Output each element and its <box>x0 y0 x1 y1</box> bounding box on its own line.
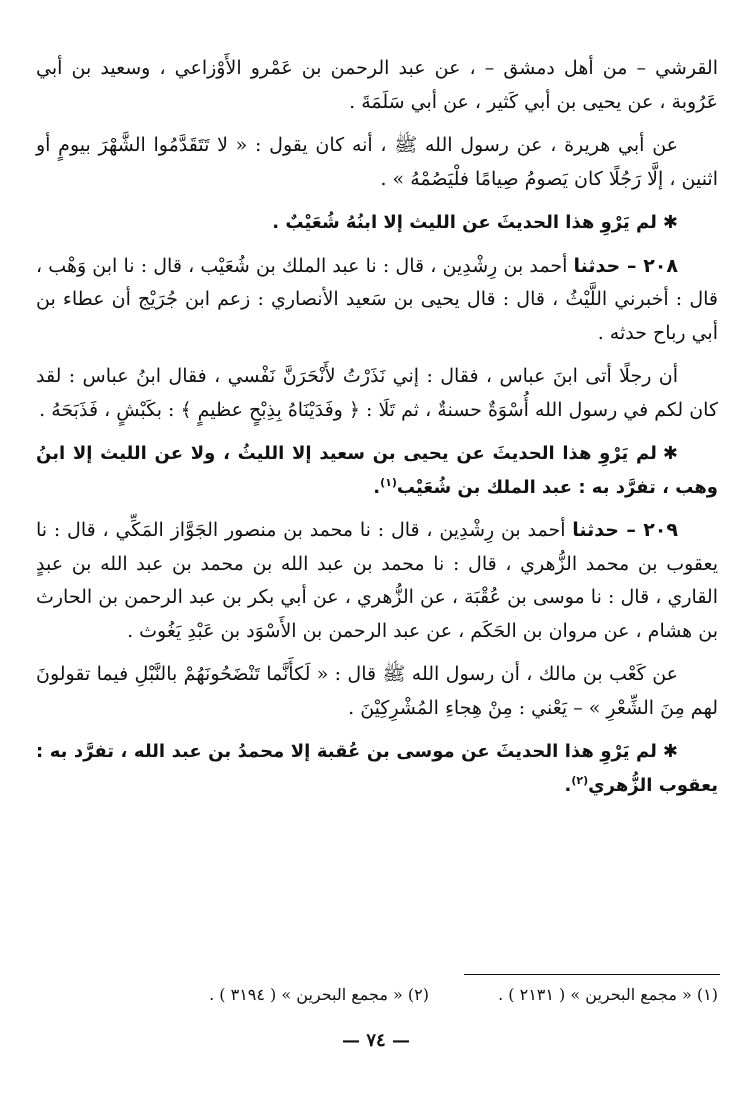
star-icon: ✱ <box>662 212 678 233</box>
note-paragraph: ✱لم يَرْوِ هذا الحديثَ عن موسى بن عُقبة إلا محمدُ بن عبد الله ، تفرَّد به : يعقوب الزُّهري$^{(٢)}$. <box>36 741 718 796</box>
paragraph <box>36 360 718 427</box>
note-text: لم يَرْوِ هذا الحديثَ عن يحيى بن سعيد إلا الليثُ ، ولا عن الليث إلا ابنُ وهب ، تفرَّد به : عبد الملك بن شُعَيْب <box>36 443 718 498</box>
hadith-entry <box>36 514 718 648</box>
note-paragraph <box>36 206 718 240</box>
footnote-2: (٢) « مجمع البحرين » ( ٣١٩٤ ) . <box>209 985 429 1004</box>
star-icon: ✱ <box>662 741 678 762</box>
footnote-ref: (١) <box>380 475 397 489</box>
note-paragraph: ✱لم يَرْوِ هذا الحديثَ عن يحيى بن سعيد إلا الليثُ ، ولا عن الليث إلا ابنُ وهب ، تفرَّد به : عبد الملك بن شُعَيْب$^{(١)}$. <box>36 443 718 498</box>
hadith-number: ٢٠٩ – حدثنا <box>572 519 678 541</box>
hadith-number: ٢٠٨ – حدثنا <box>573 254 678 277</box>
footnotes <box>36 982 718 1008</box>
paragraph-text: أن رجلًا أتى ابنَ عباس ، فقال : إني نَذَرْتُ لأَنْحَرَنَّ نَفْسي ، فقال ابنُ عباس : لقد كان لكم في رسول الله أُسْوَةٌ حسنةٌ ، ثم تَلَا : ﴿ وفَدَيْنَاهُ بِذِبْحٍ عظيمٍ ﴾ : بكَبْشٍ ، فَذَبَحَهُ . <box>36 365 718 421</box>
page-body <box>36 52 718 812</box>
footnote-divider <box>464 974 720 975</box>
paragraph <box>36 129 718 196</box>
hadith-entry <box>36 250 718 351</box>
paragraph-text: القرشي – من أهل دمشق – ، عن عبد الرحمن بن عَمْرو الأَوْزاعي ، وسعيد بن أبي عَرُوبة ، عن يحيى بن أبي كَثير ، عن أبي سَلَمَةَ . <box>36 57 718 113</box>
paragraph-text: عن أبي هريرة ، عن رسول الله ﷺ ، أنه كان يقول : « لا تَتَقَدَّمُوا الشَّهْرَ بيومٍ أو اثنين ، إلَّا رَجُلًا كان يَصومُ صِيامًا فلْيَصُمْهُ » . <box>36 134 718 190</box>
paragraph <box>36 52 718 119</box>
hadith-chain-text: أحمد بن رِشْدِين ، قال : نا محمد بن منصور الجَوَّاز المَكِّي ، قال : نا يعقوب بن محمد الزُّهري ، قال : نا محمد بن عبد الله بن محمد بن عبد الله بن عبدٍ القاري ، قال : نا موسى بن عُقْبَة ، عن الزُّهري ، عن أبي بكر بن عبد الرحمن بن الحارث بن هشام ، عن مروان بن الحَكَم ، عن عبد الرحمن بن الأَسْوَد بن عَبْدِ يَغُوث . <box>36 519 718 642</box>
note-text: لم يَرْوِ هذا الحديثَ عن الليث إلا ابنُهُ شُعَيْبٌ . <box>272 212 657 233</box>
paragraph-text: عن كَعْب بن مالك ، أن رسول الله ﷺ قال : « لَكأَنَّما تَنْضَحُونَهُمْ بالنَّبْلِ فيما تقولونَ لهم مِنَ الشِّعْرِ » – يَعْني : مِنْ هِجاءِ المُشْرِكِيْنَ . <box>36 663 718 719</box>
footnote-ref: (٢) <box>571 773 589 787</box>
note-text: لم يَرْوِ هذا الحديثَ عن موسى بن عُقبة إلا محمدُ بن عبد الله ، تفرَّد به : يعقوب الزُّهري <box>36 741 718 796</box>
hadith-chain-text: أحمد بن رِشْدِين ، قال : نا عبد الملك بن شُعَيْب ، قال : نا ابن وَهْب ، قال : أخبرني اللَّيْثُ ، قال : قال يحيى بن سَعيد الأنصاري : زعم ابن جُرَيْج أن عطاء بن أبي رباح حدثه . <box>36 254 718 344</box>
page-number: — ٧٤ — <box>342 1030 410 1051</box>
paragraph <box>36 658 718 725</box>
star-icon: ✱ <box>662 443 678 464</box>
footnote-1: (١) « مجمع البحرين » ( ٢١٣١ ) . <box>498 985 718 1004</box>
